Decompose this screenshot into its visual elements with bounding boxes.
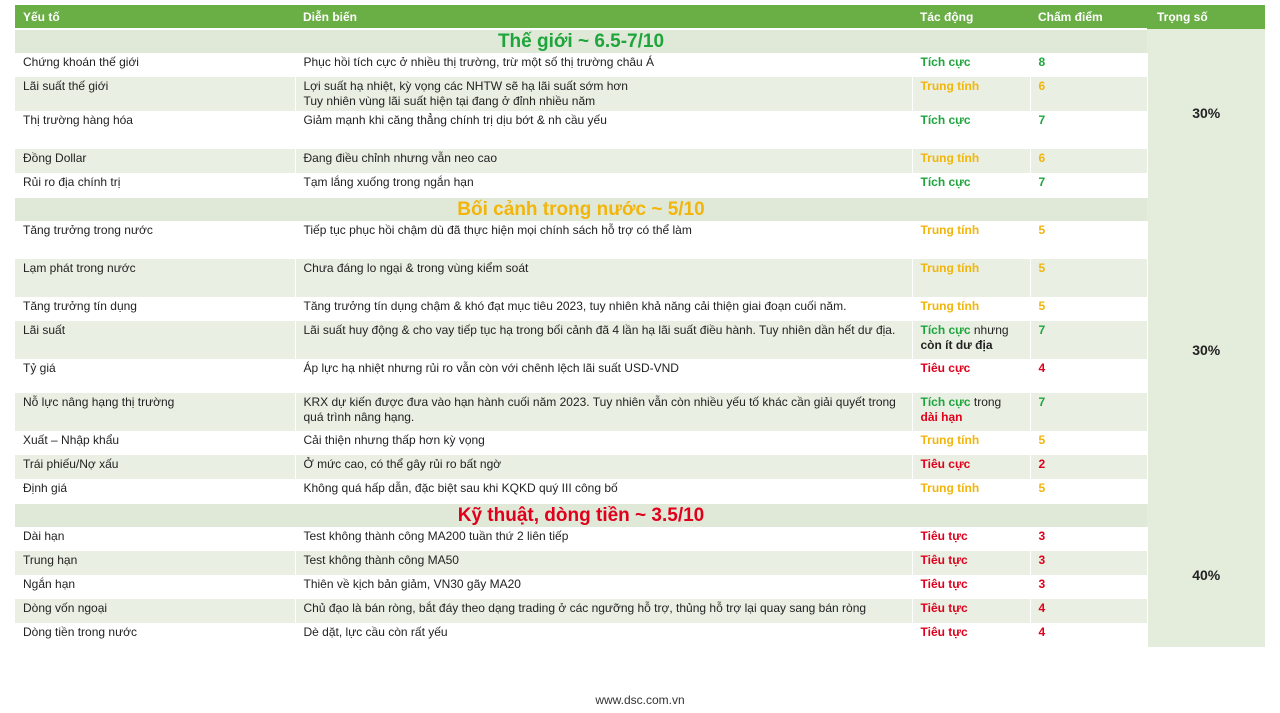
table-row xyxy=(15,575,1265,599)
factor-cell: Ngắn hạn xyxy=(15,575,295,599)
score-cell: 5 xyxy=(1030,259,1147,297)
table-row xyxy=(15,111,1265,149)
development-cell xyxy=(295,455,912,479)
section-row xyxy=(15,29,1265,53)
development-line: Lợi suất hạ nhiệt, kỳ vọng các NHTW sẽ hạ lãi suất sớm hơn xyxy=(303,79,628,93)
impact-text: trong xyxy=(970,395,1002,409)
section-weight: 30% xyxy=(1147,197,1265,503)
factor-cell: Trung hạn xyxy=(15,551,295,575)
development-cell xyxy=(295,431,912,455)
development-cell xyxy=(295,359,912,393)
score-cell: 6 xyxy=(1030,149,1147,173)
impact-cell xyxy=(912,173,1030,197)
impact-text: Tiêu tực xyxy=(920,601,968,615)
development-line: Tăng trưởng tín dụng chậm & khó đạt mục tiêu 2023, tuy nhiên khả năng cải thiện giai đoạn cuối năm. xyxy=(303,299,847,313)
header-impact: Tác động xyxy=(912,5,1030,29)
table-row xyxy=(15,623,1265,647)
factor-cell: Xuất – Nhập khẩu xyxy=(15,431,295,455)
score-cell: 3 xyxy=(1030,551,1147,575)
section-title: Kỹ thuật, dòng tiền ~ 3.5/10 xyxy=(15,503,1147,527)
impact-cell xyxy=(912,77,1030,111)
table-row xyxy=(15,479,1265,503)
table-row xyxy=(15,149,1265,173)
impact-cell xyxy=(912,393,1030,431)
score-cell: 4 xyxy=(1030,623,1147,647)
impact-cell xyxy=(912,551,1030,575)
score-cell: 5 xyxy=(1030,297,1147,321)
impact-cell xyxy=(912,431,1030,455)
score-cell: 7 xyxy=(1030,173,1147,197)
table-row xyxy=(15,599,1265,623)
development-cell xyxy=(295,149,912,173)
development-cell xyxy=(295,77,912,111)
development-line: Tuy nhiên vùng lãi suất hiện tại đang ở đỉnh nhiều năm xyxy=(303,94,596,108)
table-row xyxy=(15,551,1265,575)
impact-text: Trung tính xyxy=(920,261,980,275)
table-row xyxy=(15,173,1265,197)
impact-cell xyxy=(912,527,1030,551)
factor-cell: Lạm phát trong nước xyxy=(15,259,295,297)
section-weight: 40% xyxy=(1147,503,1265,647)
factor-cell: Rủi ro địa chính trị xyxy=(15,173,295,197)
impact-text: dài hạn xyxy=(920,410,963,424)
table-body xyxy=(15,29,1265,647)
impact-cell xyxy=(912,321,1030,359)
impact-cell xyxy=(912,149,1030,173)
factor-cell: Chứng khoán thế giới xyxy=(15,53,295,77)
development-line: Chủ đạo là bán ròng, bắt đáy theo dạng trading ở các ngưỡng hỗ trợ, thủng hỗ trợ lại quay sang bán ròng xyxy=(303,601,867,615)
development-line: Chưa đáng lo ngại & trong vùng kiểm soát xyxy=(303,261,529,275)
score-cell: 5 xyxy=(1030,479,1147,503)
scoring-table xyxy=(15,5,1265,647)
development-line: Tạm lắng xuống trong ngắn hạn xyxy=(303,175,474,189)
development-cell xyxy=(295,623,912,647)
impact-text: Tích cực xyxy=(920,113,971,127)
impact-text: Tích cực xyxy=(920,55,971,69)
impact-cell xyxy=(912,297,1030,321)
development-cell xyxy=(295,551,912,575)
development-line: Ở mức cao, có thể gây rủi ro bất ngờ xyxy=(303,457,502,471)
section-row xyxy=(15,503,1265,527)
table-row xyxy=(15,359,1265,393)
factor-cell: Dài hạn xyxy=(15,527,295,551)
header-score: Chấm điểm xyxy=(1030,5,1147,29)
table-row xyxy=(15,455,1265,479)
impact-text: Tiêu cực xyxy=(920,361,971,375)
table-row xyxy=(15,297,1265,321)
development-line: Cải thiện nhưng thấp hơn kỳ vọng xyxy=(303,433,485,447)
development-line: Đang điều chỉnh nhưng vẫn neo cao xyxy=(303,151,498,165)
score-cell: 4 xyxy=(1030,359,1147,393)
development-line: Tiếp tục phục hồi chậm dù đã thực hiện mọi chính sách hỗ trợ có thể làm xyxy=(303,223,692,237)
factor-cell: Trái phiếu/Nợ xấu xyxy=(15,455,295,479)
factor-cell: Lãi suất xyxy=(15,321,295,359)
impact-text: Trung tính xyxy=(920,151,980,165)
header-development: Diễn biến xyxy=(295,5,912,29)
impact-cell xyxy=(912,221,1030,259)
development-line: Dè dặt, lực cầu còn rất yếu xyxy=(303,625,448,639)
development-line: Thiên về kịch bản giảm, VN30 gãy MA20 xyxy=(303,577,521,591)
section-title: Bối cảnh trong nước ~ 5/10 xyxy=(15,197,1147,221)
factor-cell: Tăng trưởng tín dụng xyxy=(15,297,295,321)
header-weight: Trọng số xyxy=(1147,5,1265,29)
development-line: Phục hồi tích cực ở nhiều thị trường, trừ một số thị trường châu Á xyxy=(303,55,655,69)
impact-text: Tích cực xyxy=(920,323,971,337)
development-line: Giảm mạnh khi căng thẳng chính trị dịu bớt & nh cầu yếu xyxy=(303,113,607,127)
factor-cell: Dòng vốn ngoại xyxy=(15,599,295,623)
impact-cell xyxy=(912,359,1030,393)
development-cell xyxy=(295,321,912,359)
table-row xyxy=(15,321,1265,359)
factor-cell: Tăng trưởng trong nước xyxy=(15,221,295,259)
impact-text: nhưng xyxy=(970,323,1009,337)
impact-text: Tiêu tực xyxy=(920,625,968,639)
impact-text: Tiêu tực xyxy=(920,553,968,567)
table-row xyxy=(15,431,1265,455)
impact-text: Trung tính xyxy=(920,481,980,495)
development-cell xyxy=(295,599,912,623)
impact-text: Trung tính xyxy=(920,79,980,93)
development-line: Không quá hấp dẫn, đặc biệt sau khi KQKD quý III công bố xyxy=(303,481,618,495)
development-line: Test không thành công MA50 xyxy=(303,553,459,567)
score-cell: 4 xyxy=(1030,599,1147,623)
impact-cell xyxy=(912,259,1030,297)
impact-text: Tiêu cực xyxy=(920,457,971,471)
factor-cell: Định giá xyxy=(15,479,295,503)
impact-text: Trung tính xyxy=(920,299,980,313)
score-cell: 5 xyxy=(1030,431,1147,455)
section-title: Thế giới ~ 6.5-7/10 xyxy=(15,29,1147,53)
impact-cell xyxy=(912,455,1030,479)
score-cell: 7 xyxy=(1030,321,1147,359)
factor-cell: Tỷ giá xyxy=(15,359,295,393)
impact-text: Trung tính xyxy=(920,223,980,237)
impact-text: còn ít dư địa xyxy=(920,338,993,352)
impact-cell xyxy=(912,479,1030,503)
impact-text: Trung tính xyxy=(920,433,980,447)
development-line: KRX dự kiến được đưa vào hạn hành cuối năm 2023. Tuy nhiên vẫn còn nhiều yếu tố khác cần giải quyết trong xyxy=(303,395,896,409)
factor-cell: Thị trường hàng hóa xyxy=(15,111,295,149)
table-row xyxy=(15,77,1265,111)
score-cell: 5 xyxy=(1030,221,1147,259)
header-factor: Yếu tố xyxy=(15,5,295,29)
development-line: quá trình nâng hạng. xyxy=(303,410,415,424)
factor-cell: Nỗ lực nâng hạng thị trường xyxy=(15,393,295,431)
development-cell xyxy=(295,173,912,197)
factor-cell: Lãi suất thế giới xyxy=(15,77,295,111)
section-weight: 30% xyxy=(1147,29,1265,197)
impact-cell xyxy=(912,53,1030,77)
development-cell xyxy=(295,53,912,77)
development-line: Lãi suất huy động & cho vay tiếp tục hạ trong bối cảnh đã 4 lần hạ lãi suất điều hành. Tuy nhiên dần hết dư địa. xyxy=(303,323,896,337)
score-cell: 8 xyxy=(1030,53,1147,77)
development-cell xyxy=(295,259,912,297)
score-cell: 7 xyxy=(1030,111,1147,149)
impact-cell xyxy=(912,111,1030,149)
section-row xyxy=(15,197,1265,221)
development-line: Áp lực hạ nhiệt nhưng rủi ro vẫn còn với chênh lệch lãi suất USD-VND xyxy=(303,361,679,375)
factor-cell: Đồng Dollar xyxy=(15,149,295,173)
impact-text: Tích cực xyxy=(920,175,971,189)
development-cell xyxy=(295,393,912,431)
score-cell: 3 xyxy=(1030,527,1147,551)
development-cell xyxy=(295,479,912,503)
table-row xyxy=(15,53,1265,77)
development-cell xyxy=(295,221,912,259)
table-header-row xyxy=(15,5,1265,29)
impact-text: Tiêu tực xyxy=(920,577,968,591)
impact-text: Tiêu tực xyxy=(920,529,968,543)
development-cell xyxy=(295,527,912,551)
footer-url: www.dsc.com.vn xyxy=(595,693,685,707)
development-line: Test không thành công MA200 tuần thứ 2 liên tiếp xyxy=(303,529,569,543)
table-row xyxy=(15,527,1265,551)
score-cell: 3 xyxy=(1030,575,1147,599)
development-cell xyxy=(295,297,912,321)
impact-text: Tích cực xyxy=(920,395,971,409)
table-row xyxy=(15,221,1265,259)
development-cell xyxy=(295,575,912,599)
impact-cell xyxy=(912,623,1030,647)
table-row xyxy=(15,393,1265,431)
score-cell: 2 xyxy=(1030,455,1147,479)
development-cell xyxy=(295,111,912,149)
score-cell: 7 xyxy=(1030,393,1147,431)
impact-cell xyxy=(912,575,1030,599)
table-row xyxy=(15,259,1265,297)
score-cell: 6 xyxy=(1030,77,1147,111)
impact-cell xyxy=(912,599,1030,623)
factor-cell: Dòng tiền trong nước xyxy=(15,623,295,647)
